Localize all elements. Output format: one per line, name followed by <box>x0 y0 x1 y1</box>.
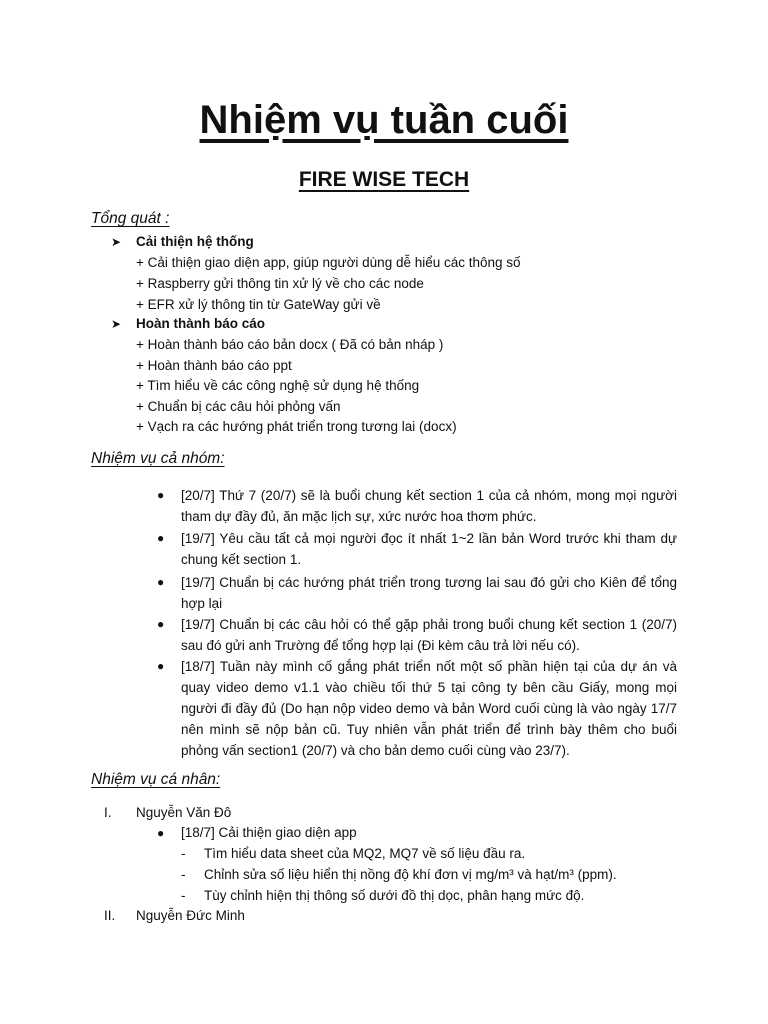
person-task: [18/7] Cải thiện giao diện app <box>181 825 357 840</box>
overview-item: + Raspberry gửi thông tin xử lý về cho các node <box>136 276 424 291</box>
page-subtitle: FIRE WISE TECH <box>298 168 470 191</box>
person-numeral: II. <box>104 908 116 923</box>
overview-heading: Tổng quát : <box>91 210 170 227</box>
overview-item: + Tìm hiểu về các công nghệ sử dụng hệ thống <box>136 378 420 393</box>
bullet-dot-icon: ● <box>157 575 165 589</box>
task-detail: Tùy chỉnh hiện thị thông số dưới đồ thị dọc, phân hạng mức độ. <box>204 888 585 903</box>
overview-item: + Vạch ra các hướng phát triển trong tương lai (docx) <box>136 419 457 434</box>
bullet-dot-icon: ● <box>157 617 165 631</box>
overview-item: + Hoàn thành báo cáo ppt <box>136 358 292 373</box>
personal-tasks-heading: Nhiệm vụ cá nhân: <box>91 771 221 788</box>
dash-bullet: - <box>181 846 186 861</box>
group-task-item: [19/7] Chuẩn bị các câu hỏi có thể gặp phải trong buổi chung kết section 1 (20/7) sau đó gửi anh Trường để tổng hợp lại (Đi kèm câu trả lời nếu có). <box>181 617 677 653</box>
overview-group-label: Hoàn thành báo cáo <box>136 316 266 331</box>
bullet-dot-icon: ● <box>157 488 165 502</box>
person-name: Nguyễn Văn Đô <box>136 805 232 820</box>
dash-bullet: - <box>181 867 186 882</box>
overview-item: + EFR xử lý thông tin từ GateWay gửi về <box>136 297 381 312</box>
group-task-item: [18/7] Tuần này mình cố gắng phát triển nốt một số phần hiện tại của dự án và quay video demo v1.1 vào chiều tối thứ 5 tại công ty bên cầu Giấy, mong mọi người đi đầy đủ (Do hạn nộp video demo và bản Word cuối cùng là vào ngày 17/7 nên mình sẽ nộp bản cũ. Tuy nhiên vẫn phát triển để trình bày thêm cho buổi phỏng vấn section1 (20/7) và cho bản demo cuối cùng vào 23/7). <box>181 659 677 758</box>
person-name: Nguyễn Đức Minh <box>136 908 245 923</box>
task-detail: Tìm hiểu data sheet của MQ2, MQ7 về số liệu đầu ra. <box>204 846 526 861</box>
bullet-dot-icon: ● <box>157 826 165 840</box>
bullet-dot-icon: ● <box>157 531 165 545</box>
person-numeral: I. <box>104 805 112 820</box>
arrow-bullet-icon: ➤ <box>111 317 122 331</box>
arrow-bullet-icon: ➤ <box>111 235 122 249</box>
group-task-item: [19/7] Yêu cầu tất cả mọi người đọc ít nhất 1~2 lần bản Word trước khi tham dự chung kết section 1. <box>181 531 677 567</box>
overview-item: + Chuẩn bị các câu hỏi phỏng vấn <box>136 399 341 414</box>
task-detail: Chỉnh sửa số liệu hiển thị nồng độ khí đơn vị mg/m³ và hạt/m³ (ppm). <box>204 867 617 882</box>
dash-bullet: - <box>181 888 186 903</box>
group-tasks-heading: Nhiệm vụ cả nhóm: <box>91 450 225 467</box>
overview-item: + Cải thiện giao diện app, giúp người dùng dễ hiểu các thông số <box>136 255 521 270</box>
page-title: Nhiệm vụ tuần cuối <box>199 98 569 142</box>
group-task-item: [19/7] Chuẩn bị các hướng phát triển trong tương lai sau đó gửi cho Kiên để tổng hợp lại <box>181 575 677 611</box>
group-task-item: [20/7] Thứ 7 (20/7) sẽ là buổi chung kết section 1 của cả nhóm, mong mọi người tham dự đầy đủ, ăn mặc lịch sự, xức nước hoa thơm phức. <box>181 488 677 524</box>
bullet-dot-icon: ● <box>157 659 165 673</box>
overview-group-label: Cải thiện hệ thống <box>136 234 254 249</box>
overview-item: + Hoàn thành báo cáo bản docx ( Đã có bản nháp ) <box>136 337 444 352</box>
